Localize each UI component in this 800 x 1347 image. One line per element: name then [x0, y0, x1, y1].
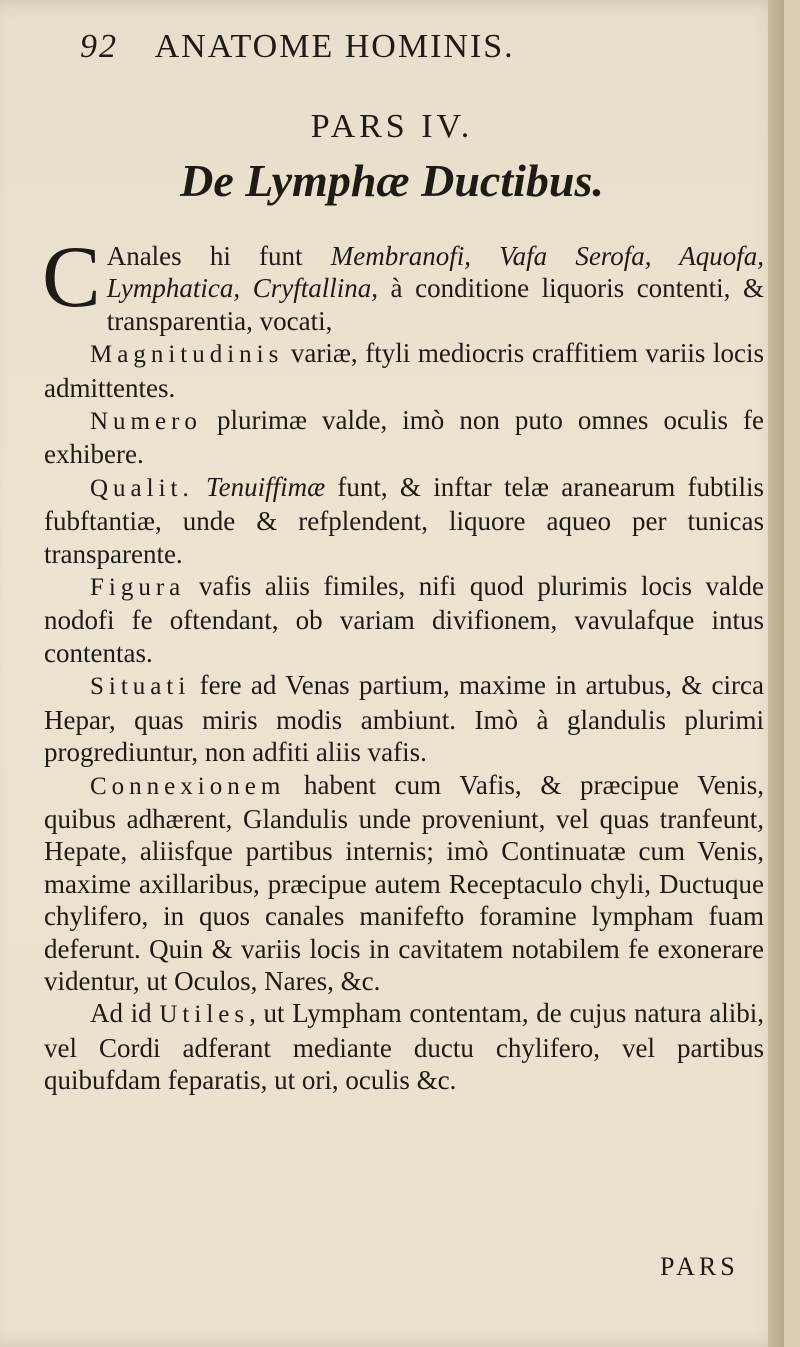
section-title: De Lymphæ Ductibus.: [180, 155, 604, 206]
section-part: PARS IV.: [310, 108, 474, 145]
paragraph-connexio: Connexionem habent cum Vafis, & præcipue Venis, quibus adhærent, Glandulis unde proveniunt, vel quas tranfeunt, Hepate, aliisfque partibus internis; imò Continuatæ cum Venis, maxime axillaribus, præcipue autem Receptaculo chyli, Ductuque chylifero, in quos canales manifefto foramine lympham fuam deferunt. Quin & variis locis in cavitatem notabilem fe exonerare videntur, ut Oculos, Nares, &c.: [44, 769, 764, 996]
catchword: PARS: [660, 1252, 739, 1281]
smallcaps-heading: Figura: [90, 574, 186, 602]
drop-cap: C: [42, 229, 101, 326]
smallcaps-heading: Utiles: [159, 1001, 250, 1029]
paragraph-numerus: Numero plurimæ valde, imò non puto omnes oculis fe exhibere.: [44, 405, 764, 470]
paragraph-intro: C Anales hi funt Membranofi, Vafa Serofa, Aquofa, Lymphatica, Cryftallina, à conditione liquoris contenti, & transparentia, vocati,: [42, 229, 764, 336]
smallcaps-heading: Numero: [90, 408, 202, 436]
smallcaps-heading: Qualit.: [90, 474, 194, 502]
page-number: 92: [80, 28, 118, 65]
smallcaps-heading: Connexionem: [90, 772, 286, 800]
smallcaps-heading: Magnitudinis: [90, 341, 284, 369]
paragraph-usus: Ad id Utiles, ut Lympham contentam, de cujus natura alibi, vel Cordi adferant mediante ductu chylifero, vel partibus quibufdam feparatis, ut ori, oculis &c.: [44, 998, 765, 1096]
paragraph-figura: Figura vafis aliis fimiles, nifi quod plurimis locis valde nodofi fe oftendant, ob variam divifionem, vavulafque intus contentas.: [44, 571, 764, 668]
paragraph-magnitudo: Magnitudinis variæ, ftyli mediocris craffitiem variis locis admittentes.: [44, 338, 764, 403]
running-head: [80, 28, 760, 68]
body-text: [42, 229, 765, 1097]
smallcaps-heading: Situati: [90, 673, 191, 701]
paragraph-situs: Situati fere ad Venas partium, maxime in artubus, & circa Hepar, quas miris modis ambiunt. Imò à glandulis plurimi progrediuntur, non adfiti aliis vafis.: [44, 670, 764, 768]
running-title: ANATOME HOMINIS.: [154, 28, 515, 65]
paragraph-qualitas: Qualit. Tenuiffimæ funt, & inftar telæ aranearum fubtilis fubftantiæ, unde & refplendent, liquore aqueo per tunicas transparente.: [44, 471, 764, 569]
